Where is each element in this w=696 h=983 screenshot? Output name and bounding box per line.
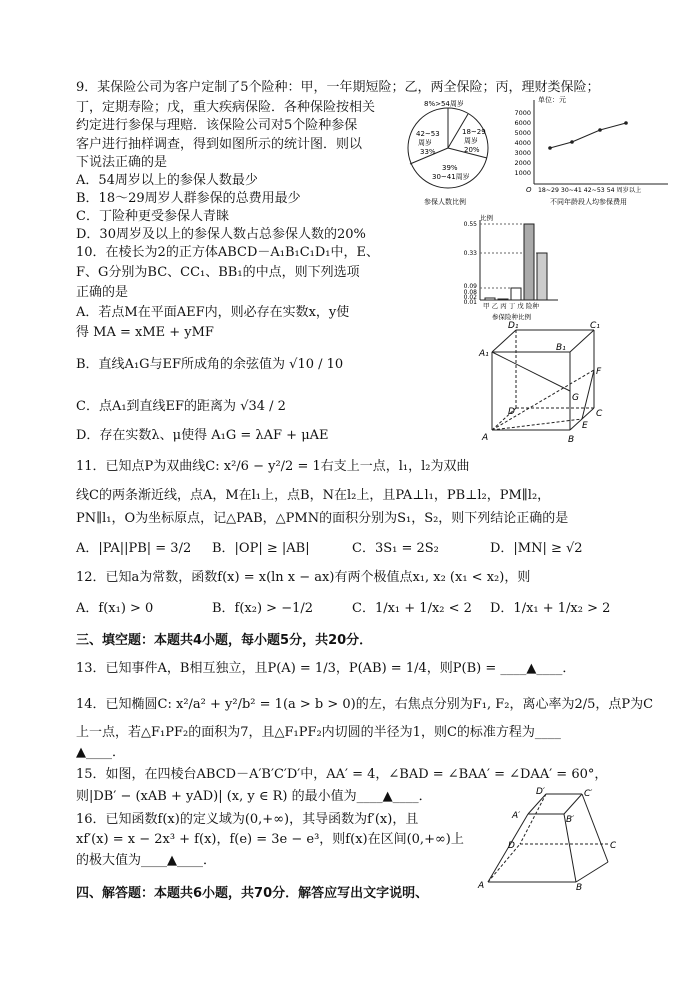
age-pie-chart: [398, 96, 498, 208]
q10-option-b: B．直线A₁G与EF所成角的余弦值为 √10 / 10: [76, 357, 344, 372]
point-42-53: [598, 128, 602, 132]
q10-option-a-line2: 得 MA = xME + yMF: [76, 325, 214, 340]
y-tick-1000: 1000: [514, 169, 531, 177]
frustum-label-b-prime: B′: [566, 815, 575, 825]
q10-option-c: C．点A₁到直线EF的距离为 √34 / 2: [76, 399, 286, 414]
bar-wu: [537, 253, 547, 300]
pie-label-33: 33%: [420, 148, 436, 156]
q12-option-a: A．f(x₁) > 0: [76, 601, 154, 616]
bar-y-033: 0.33: [463, 250, 477, 257]
q14-line1: 14．已知椭圆C: x²/a² + y²/b² = 1(a > b > 0)的左，右焦点分别为F₁, F₂，离心率为2/5，点P为C: [76, 697, 654, 712]
q10-stem-line3: 正确的是: [76, 285, 129, 300]
line-chart-x-labels: 18~29 30~41 42~53 54 周岁以上: [538, 187, 642, 194]
pie-label-39: 39%: [442, 164, 458, 172]
q11-stem-line1: 11．已知点P为双曲线C: x²/6 − y²/2 = 1右支上一点，l₁，l₂为双曲: [76, 459, 470, 474]
bar-bing: [511, 288, 521, 300]
q9-option-d: D．30周岁及以上的参保人数占总参保人数的20%: [76, 227, 366, 242]
bar-y-008: 0.08: [463, 289, 477, 296]
q12-stem: 12．已知a为常数，函数f(x) = x(ln x − ax)有两个极值点x₁, x₂ (x₁ < x₂)，则: [76, 570, 531, 585]
bar-x-labels: 甲 乙 丙 丁 戊 险种: [483, 302, 539, 310]
bar-y-009: 0.09: [463, 283, 477, 290]
q16-line2: xf′(x) = x − 2x³ + f(x)，f(e) = 3e − e³，则f(x)在区间(0,+∞)上: [76, 832, 464, 847]
line-chart-caption: 不同年龄段人均参保费用: [550, 198, 627, 206]
bar-yi: [498, 299, 508, 300]
section-3-heading: 三、填空题：本题共4小题，每小题5分，共20分．: [76, 633, 373, 648]
q9-stem-line3: 约定进行参保与理赔．该保险公司对5个险种参保: [76, 118, 358, 133]
pie-label-42-53: 42~53: [416, 130, 440, 138]
frustum-label-a-prime: A′: [512, 811, 521, 821]
pie-label-30-41: 30~41周岁: [432, 173, 470, 181]
q12-option-d: D．1/x₁ + 1/x₂ > 2: [490, 601, 611, 616]
bar-chart-caption: 参保险种比例: [492, 313, 531, 321]
frustum-label-b: B: [576, 883, 583, 892]
y-tick-4000: 4000: [514, 139, 531, 147]
q9-option-a: A．54周岁以上的参保人数最少: [76, 173, 258, 188]
pie-label-54: 8%>54周岁: [424, 100, 464, 108]
cube-label-e: E: [582, 421, 588, 431]
q10-stem-line2: F、G分别为BC、CC₁、BB₁的中点，则下列选项: [76, 265, 360, 280]
pie-label-18-29: 18~29: [462, 128, 486, 136]
fee-line-chart: [500, 92, 672, 208]
y-tick-2000: 2000: [514, 159, 531, 167]
q10-option-a-line1: A．若点M在平面AEF内，则必存在实数x，y使: [76, 305, 350, 320]
q9-option-c: C．丁险种更受参保人青睐: [76, 209, 229, 224]
cube-label-c: C: [596, 409, 603, 419]
q9-stem-line5: 下说法正确的是: [76, 155, 168, 170]
q12-option-b: B．f(x₂) > −1/2: [212, 601, 314, 616]
q10-stem-line1: 10．在棱长为2的正方体ABCD－A₁B₁C₁D₁中，E、: [76, 245, 380, 260]
frustum-figure: [476, 784, 616, 892]
bar-jia: [485, 298, 495, 300]
q9-stem-line2: 丁，定期寿险；戊，重大疾病保险．各种保险按相关: [76, 100, 376, 115]
cube-label-g: G: [572, 393, 579, 403]
cube-label-a1: A₁: [479, 349, 489, 359]
q10-option-d: D．存在实数λ、μ使得 A₁G = λAF + μAE: [76, 428, 329, 443]
pie-label-42-53-unit: 周岁: [418, 139, 432, 147]
q9-stem-line1: 9．某保险公司为客户定制了5个险种：甲，一年期短险；乙，两全保险；丙，理财类保险；: [76, 80, 600, 95]
bar-chart-title: 比例: [480, 214, 493, 222]
q16-line3: 的极大值为____▲____．: [76, 853, 216, 868]
cube-label-f: F: [596, 367, 602, 377]
q11-option-b: B．|OP| ≥ |AB|: [212, 541, 310, 556]
bar-y-002: 0.02: [463, 294, 477, 301]
frustum-label-c-prime: C′: [584, 789, 593, 799]
y-tick-6000: 6000: [514, 119, 531, 127]
q12-option-c: C．1/x₁ + 1/x₂ < 2: [352, 601, 472, 616]
q11-option-c: C．3S₁ = 2S₂: [352, 541, 439, 556]
point-30-41: [570, 140, 574, 144]
point-54plus: [624, 121, 628, 125]
pie-label-18-29-unit: 周岁: [464, 137, 478, 145]
q14-line2: 上一点，若△F₁PF₂的面积为7，且△F₁PF₂内切圆的半径为1，则C的标准方程为____: [76, 725, 561, 740]
section-4-heading: 四、解答题：本题共6小题，共70分．解答应写出文字说明、: [76, 886, 429, 901]
frustum-label-d-prime: D′: [536, 787, 545, 797]
frustum-label-d: D: [508, 841, 515, 851]
q15-line1: 15．如图，在四棱台ABCD－A′B′C′D′中，AA′ = 4，∠BAD = ∠BAA′ = ∠DAA′ = 60°，: [76, 767, 608, 782]
cube-label-a: A: [482, 433, 489, 443]
q13: 13．已知事件A，B相互独立，且P(A) = 1/3，P(AB) = 1/4，则P(B) = ____▲____．: [76, 661, 576, 676]
cube-label-b1: B₁: [556, 343, 566, 353]
y-tick-3000: 3000: [514, 149, 531, 157]
q11-stem-line2: 线C的两条渐近线，点A，M在l₁上，点B，N在l₂上，且PA⊥l₁，PB⊥l₂，PM∥l₂，: [76, 488, 551, 503]
cube-label-c1: C₁: [590, 321, 600, 331]
y-tick-5000: 5000: [514, 129, 531, 137]
q9-stem-line4: 客户进行抽样调查，得到如图所示的统计图．则以: [76, 137, 363, 152]
q14-line3: ▲____．: [76, 745, 125, 760]
line-chart-origin: O: [526, 186, 532, 194]
q9-option-b: B．18～29周岁人群参保的总费用最少: [76, 191, 301, 206]
frustum-label-a: A: [478, 881, 485, 891]
pie-caption: 参保人数比例: [424, 198, 466, 206]
q11-stem-line3: PN∥l₁，O为坐标原点，记△PAB，△PMN的面积分别为S₁，S₂，则下列结论正确的是: [76, 511, 569, 526]
cube-label-d1: D₁: [508, 321, 519, 331]
bar-y-001: 0.01: [463, 299, 477, 306]
cube-label-d: D: [508, 407, 515, 417]
bar-ding: [524, 224, 534, 300]
insurance-bar-chart: [456, 212, 568, 324]
point-18-29: [548, 146, 552, 150]
line-chart-unit: 单位：元: [538, 96, 566, 104]
bar-y-055: 0.55: [463, 221, 477, 228]
y-tick-7000: 7000: [514, 109, 531, 117]
frustum-label-c: C: [610, 841, 616, 851]
q15-line2: 则|DB′ − (xAB + yAD)| (x, y ∈ R) 的最小值为____▲____．: [76, 789, 432, 804]
pie-label-20: 20%: [464, 146, 480, 154]
cube-label-b: B: [568, 435, 575, 445]
q11-option-a: A．|PA||PB| = 3/2: [76, 541, 192, 556]
cube-figure: [476, 318, 608, 448]
q16-line1: 16．已知函数f(x)的定义域为(0,+∞)，其导函数为f′(x)，且: [76, 812, 419, 827]
q11-option-d: D．|MN| ≥ √2: [490, 541, 583, 556]
